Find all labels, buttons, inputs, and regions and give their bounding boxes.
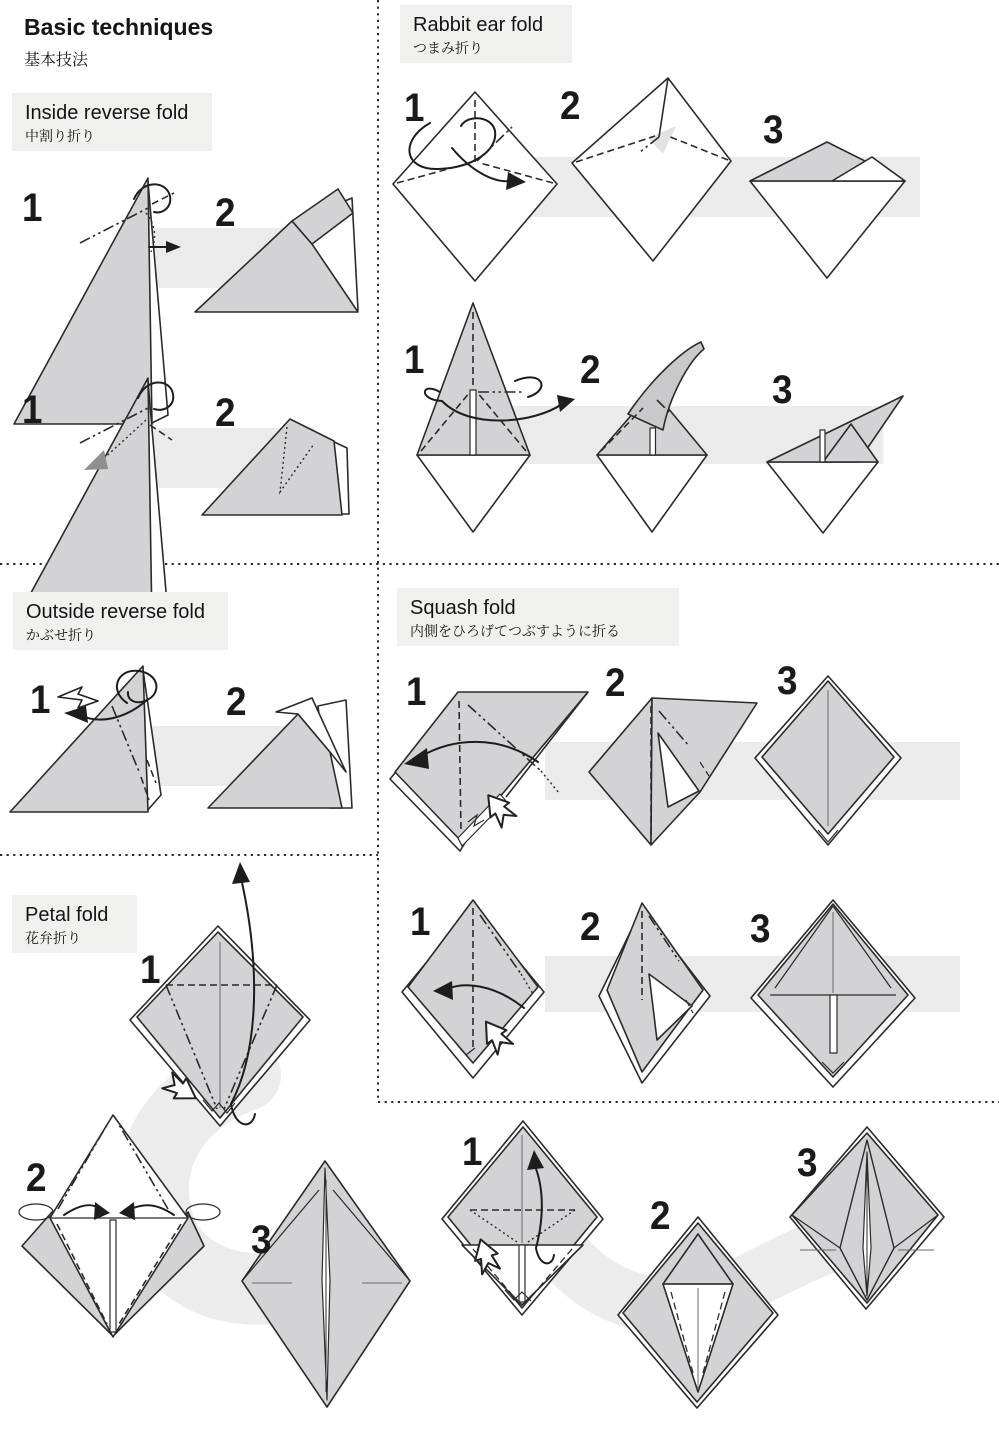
petal-step1-diagram bbox=[130, 862, 310, 1126]
step-number: 3 bbox=[772, 368, 793, 412]
step-number: 2 bbox=[226, 680, 247, 724]
petal-variant-step2-diagram bbox=[618, 1217, 778, 1408]
page-title: Basic techniques bbox=[24, 14, 214, 40]
section-title-ja: 内側をひろげてつぶすように折る bbox=[410, 623, 620, 639]
section-title: Petal fold bbox=[25, 904, 109, 926]
step-number: 2 bbox=[580, 905, 601, 949]
step-number: 1 bbox=[22, 388, 43, 432]
petal-step3-diagram bbox=[242, 1161, 410, 1407]
hollow-arrow-icon bbox=[58, 687, 98, 708]
step-number: 1 bbox=[30, 678, 51, 722]
page-subtitle-ja: 基本技法 bbox=[24, 52, 89, 69]
step-number: 1 bbox=[462, 1130, 483, 1174]
section-title-ja: 中割り折り bbox=[25, 128, 95, 144]
rabbit-ear-row1-step2-diagram bbox=[572, 78, 731, 261]
section-label-inside-reverse bbox=[12, 93, 212, 151]
swing-loop-icon bbox=[19, 1204, 53, 1220]
section-title-ja: つまみ折り bbox=[413, 40, 483, 56]
step-number: 2 bbox=[215, 191, 236, 235]
step-number: 2 bbox=[215, 391, 236, 435]
step-number: 2 bbox=[26, 1156, 47, 1200]
step-number: 1 bbox=[404, 86, 425, 130]
step-number: 2 bbox=[580, 348, 601, 392]
section-title: Inside reverse fold bbox=[25, 102, 189, 124]
step-number: 1 bbox=[140, 948, 161, 992]
step-number: 2 bbox=[650, 1194, 671, 1238]
step-number: 1 bbox=[22, 186, 43, 230]
step-number: 3 bbox=[251, 1218, 272, 1262]
section-label-rabbit-ear bbox=[400, 5, 572, 63]
section-label-petal bbox=[12, 895, 137, 953]
section-label-outside-reverse bbox=[13, 592, 228, 650]
section-title: Rabbit ear fold bbox=[413, 14, 544, 36]
step-number: 3 bbox=[763, 108, 784, 152]
step-number: 3 bbox=[777, 659, 798, 703]
step-number: 3 bbox=[797, 1141, 818, 1185]
step-number: 1 bbox=[404, 338, 425, 382]
section-title-ja: かぶせ折り bbox=[26, 627, 96, 643]
section-title-ja: 花弁折り bbox=[25, 930, 81, 946]
squash-row2-step3-diagram bbox=[751, 900, 915, 1087]
section-label-squash bbox=[397, 588, 679, 646]
page-header bbox=[24, 14, 213, 70]
step-number: 1 bbox=[406, 670, 427, 714]
section-title: Squash fold bbox=[410, 597, 516, 619]
step-number: 3 bbox=[750, 907, 771, 951]
step-number: 2 bbox=[560, 84, 581, 128]
step-number: 2 bbox=[605, 661, 626, 705]
squash-row2-step2-diagram bbox=[599, 903, 710, 1083]
section-title: Outside reverse fold bbox=[26, 601, 205, 623]
step-number: 1 bbox=[410, 900, 431, 944]
rabbit-ear-row2-step2-diagram bbox=[597, 342, 707, 532]
